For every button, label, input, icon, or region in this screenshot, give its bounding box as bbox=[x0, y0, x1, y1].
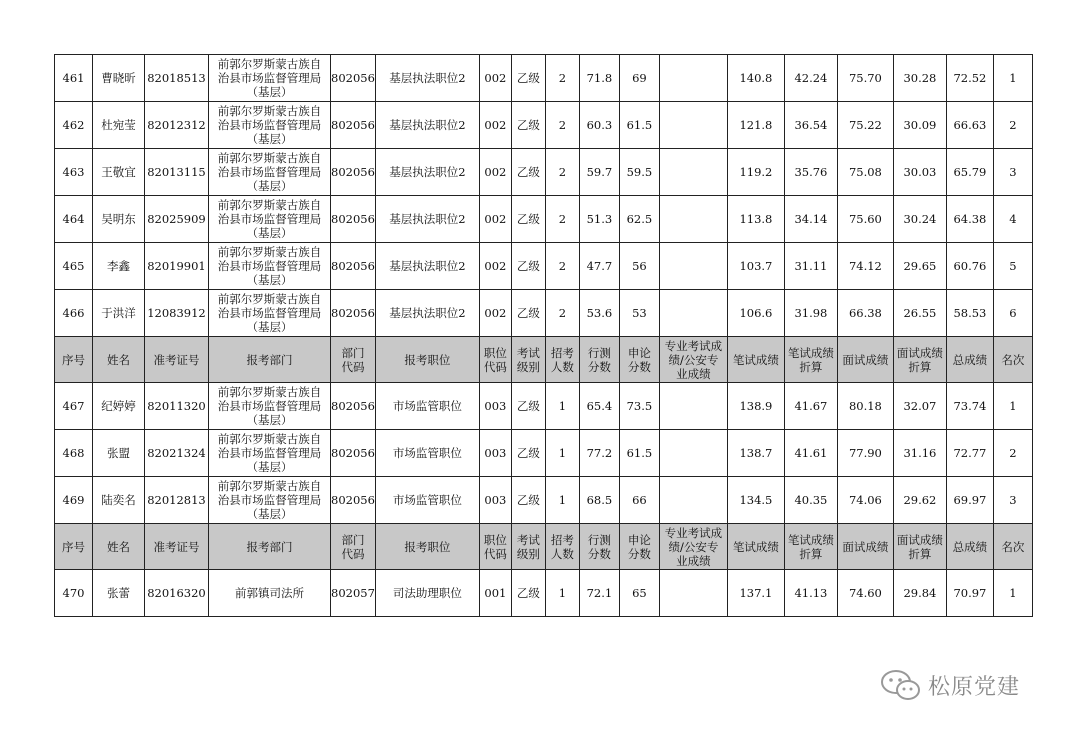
table-cell: 12083912 bbox=[145, 290, 209, 337]
table-cell: 802056 bbox=[331, 55, 376, 102]
table-row bbox=[55, 290, 1033, 337]
header-cell: 报考部门 bbox=[209, 524, 331, 570]
table-cell: 张蕾 bbox=[93, 570, 145, 617]
table-cell: 2 bbox=[545, 55, 579, 102]
table-cell: 基层执法职位2 bbox=[375, 55, 479, 102]
table-cell: 41.67 bbox=[784, 383, 837, 430]
table-cell: 119.2 bbox=[727, 149, 784, 196]
table-cell: 前郭尔罗斯蒙古族自 治县市场监督管理局 （基层） bbox=[209, 149, 331, 196]
table-cell: 3 bbox=[993, 477, 1032, 524]
table-cell: 曹晓昕 bbox=[93, 55, 145, 102]
table-cell: 61.5 bbox=[619, 430, 659, 477]
watermark-text: 松原党建 bbox=[928, 674, 1021, 700]
table-cell: 1 bbox=[993, 570, 1032, 617]
table-cell: 77.2 bbox=[579, 430, 619, 477]
table-cell: 74.12 bbox=[837, 243, 893, 290]
header-cell: 笔试成绩 bbox=[727, 337, 784, 383]
table-cell: 前郭尔罗斯蒙古族自 治县市场监督管理局 （基层） bbox=[209, 102, 331, 149]
table-cell: 106.6 bbox=[727, 290, 784, 337]
table-cell: 59.5 bbox=[619, 149, 659, 196]
table-cell: 802056 bbox=[331, 149, 376, 196]
table-cell: 35.76 bbox=[784, 149, 837, 196]
table-cell: 41.13 bbox=[784, 570, 837, 617]
table-cell: 陆奕名 bbox=[93, 477, 145, 524]
table-cell: 465 bbox=[55, 243, 93, 290]
header-cell: 招考 人数 bbox=[545, 337, 579, 383]
table-cell: 29.84 bbox=[893, 570, 946, 617]
table-cell: 002 bbox=[479, 196, 511, 243]
table-cell bbox=[659, 55, 727, 102]
table-cell: 于洪洋 bbox=[93, 290, 145, 337]
table-cell: 72.77 bbox=[946, 430, 993, 477]
header-cell: 报考职位 bbox=[375, 524, 479, 570]
table-cell: 71.8 bbox=[579, 55, 619, 102]
table-cell: 30.24 bbox=[893, 196, 946, 243]
watermark bbox=[880, 668, 1020, 702]
header-cell: 职位 代码 bbox=[479, 337, 511, 383]
header-cell: 行测 分数 bbox=[579, 337, 619, 383]
table-cell: 463 bbox=[55, 149, 93, 196]
table-cell: 李鑫 bbox=[93, 243, 145, 290]
table-cell: 基层执法职位2 bbox=[375, 102, 479, 149]
table-cell: 002 bbox=[479, 55, 511, 102]
header-cell: 招考 人数 bbox=[545, 524, 579, 570]
table-cell: 113.8 bbox=[727, 196, 784, 243]
table-cell: 60.3 bbox=[579, 102, 619, 149]
table-cell: 58.53 bbox=[946, 290, 993, 337]
table-cell: 62.5 bbox=[619, 196, 659, 243]
header-cell: 名次 bbox=[993, 337, 1032, 383]
table-cell: 前郭尔罗斯蒙古族自 治县市场监督管理局 （基层） bbox=[209, 196, 331, 243]
table-row bbox=[55, 570, 1033, 617]
table-cell: 5 bbox=[993, 243, 1032, 290]
table-cell: 40.35 bbox=[784, 477, 837, 524]
table-cell: 2 bbox=[545, 149, 579, 196]
header-cell: 职位 代码 bbox=[479, 524, 511, 570]
table-cell: 2 bbox=[993, 430, 1032, 477]
table-cell: 464 bbox=[55, 196, 93, 243]
table-cell bbox=[659, 383, 727, 430]
table-cell: 基层执法职位2 bbox=[375, 243, 479, 290]
table-cell: 59.7 bbox=[579, 149, 619, 196]
table-cell: 1 bbox=[545, 383, 579, 430]
table-cell: 65.79 bbox=[946, 149, 993, 196]
table-cell: 乙级 bbox=[511, 102, 545, 149]
table-cell: 1 bbox=[545, 570, 579, 617]
table-cell: 802056 bbox=[331, 430, 376, 477]
table-cell: 002 bbox=[479, 290, 511, 337]
table-cell: 75.22 bbox=[837, 102, 893, 149]
table-cell: 乙级 bbox=[511, 196, 545, 243]
table-cell: 73.74 bbox=[946, 383, 993, 430]
table-cell: 75.08 bbox=[837, 149, 893, 196]
table-cell: 乙级 bbox=[511, 430, 545, 477]
header-cell: 申论 分数 bbox=[619, 337, 659, 383]
table-cell: 462 bbox=[55, 102, 93, 149]
table-cell: 2 bbox=[993, 102, 1032, 149]
header-cell: 面试成绩 折算 bbox=[893, 524, 946, 570]
table-row bbox=[55, 149, 1033, 196]
table-cell: 3 bbox=[993, 149, 1032, 196]
table-cell: 69 bbox=[619, 55, 659, 102]
table-cell: 乙级 bbox=[511, 570, 545, 617]
table-cell: 1 bbox=[993, 55, 1032, 102]
table-cell: 75.70 bbox=[837, 55, 893, 102]
table-cell: 137.1 bbox=[727, 570, 784, 617]
header-cell: 笔试成绩 bbox=[727, 524, 784, 570]
table-cell: 张盟 bbox=[93, 430, 145, 477]
table-cell: 29.65 bbox=[893, 243, 946, 290]
table-cell: 31.98 bbox=[784, 290, 837, 337]
table-cell: 467 bbox=[55, 383, 93, 430]
table-cell bbox=[659, 570, 727, 617]
table-row bbox=[55, 55, 1033, 102]
header-cell: 笔试成绩 折算 bbox=[784, 337, 837, 383]
table-cell: 138.9 bbox=[727, 383, 784, 430]
table-cell: 72.52 bbox=[946, 55, 993, 102]
table-cell: 市场监管职位 bbox=[375, 430, 479, 477]
header-cell: 姓名 bbox=[93, 524, 145, 570]
table-cell: 前郭尔罗斯蒙古族自 治县市场监督管理局 （基层） bbox=[209, 55, 331, 102]
table-cell: 65 bbox=[619, 570, 659, 617]
table-cell: 30.28 bbox=[893, 55, 946, 102]
table-cell: 802057 bbox=[331, 570, 376, 617]
table-cell: 32.07 bbox=[893, 383, 946, 430]
table-cell: 140.8 bbox=[727, 55, 784, 102]
table-cell: 30.03 bbox=[893, 149, 946, 196]
table-cell: 基层执法职位2 bbox=[375, 290, 479, 337]
header-cell: 准考证号 bbox=[145, 524, 209, 570]
table-cell bbox=[659, 430, 727, 477]
table-cell bbox=[659, 196, 727, 243]
table-cell: 60.76 bbox=[946, 243, 993, 290]
table-cell: 4 bbox=[993, 196, 1032, 243]
header-cell: 部门 代码 bbox=[331, 337, 376, 383]
table-cell: 466 bbox=[55, 290, 93, 337]
header-cell: 面试成绩 折算 bbox=[893, 337, 946, 383]
header-cell: 行测 分数 bbox=[579, 524, 619, 570]
header-cell: 面试成绩 bbox=[837, 337, 893, 383]
table-row bbox=[55, 196, 1033, 243]
table-cell: 001 bbox=[479, 570, 511, 617]
table-cell: 470 bbox=[55, 570, 93, 617]
table-row bbox=[55, 477, 1033, 524]
table-cell: 2 bbox=[545, 243, 579, 290]
table-cell: 121.8 bbox=[727, 102, 784, 149]
table-cell: 70.97 bbox=[946, 570, 993, 617]
table-row bbox=[55, 383, 1033, 430]
table-cell: 002 bbox=[479, 243, 511, 290]
table-cell: 469 bbox=[55, 477, 93, 524]
table-cell: 003 bbox=[479, 477, 511, 524]
table-cell: 26.55 bbox=[893, 290, 946, 337]
table-cell bbox=[659, 102, 727, 149]
table-cell: 36.54 bbox=[784, 102, 837, 149]
table-cell: 82019901 bbox=[145, 243, 209, 290]
header-cell: 面试成绩 bbox=[837, 524, 893, 570]
header-row bbox=[55, 337, 1033, 383]
table-cell: 2 bbox=[545, 196, 579, 243]
header-cell: 笔试成绩 折算 bbox=[784, 524, 837, 570]
table-cell: 47.7 bbox=[579, 243, 619, 290]
table-cell: 002 bbox=[479, 149, 511, 196]
table-cell: 468 bbox=[55, 430, 93, 477]
table-cell: 802056 bbox=[331, 290, 376, 337]
table-cell: 74.06 bbox=[837, 477, 893, 524]
table-cell: 61.5 bbox=[619, 102, 659, 149]
header-cell: 申论 分数 bbox=[619, 524, 659, 570]
header-row bbox=[55, 524, 1033, 570]
table-cell: 基层执法职位2 bbox=[375, 196, 479, 243]
table-cell: 802056 bbox=[331, 196, 376, 243]
table-cell: 80.18 bbox=[837, 383, 893, 430]
table-cell: 乙级 bbox=[511, 149, 545, 196]
table-cell: 吴明东 bbox=[93, 196, 145, 243]
header-cell: 专业考试成 绩/公安专 业成绩 bbox=[659, 337, 727, 383]
table-cell: 73.5 bbox=[619, 383, 659, 430]
header-cell: 考试 级别 bbox=[511, 524, 545, 570]
table-cell: 乙级 bbox=[511, 383, 545, 430]
table-cell: 基层执法职位2 bbox=[375, 149, 479, 196]
table-cell: 41.61 bbox=[784, 430, 837, 477]
table-row bbox=[55, 430, 1033, 477]
table-cell: 乙级 bbox=[511, 243, 545, 290]
wechat-icon bbox=[880, 668, 922, 702]
header-cell: 部门 代码 bbox=[331, 524, 376, 570]
table-cell: 前郭尔罗斯蒙古族自 治县市场监督管理局 （基层） bbox=[209, 477, 331, 524]
table-cell: 802056 bbox=[331, 477, 376, 524]
table-cell: 31.11 bbox=[784, 243, 837, 290]
table-cell: 82013115 bbox=[145, 149, 209, 196]
table-cell: 56 bbox=[619, 243, 659, 290]
table-cell: 1 bbox=[545, 477, 579, 524]
header-cell: 专业考试成 绩/公安专 业成绩 bbox=[659, 524, 727, 570]
table-cell: 82025909 bbox=[145, 196, 209, 243]
table-cell: 66.63 bbox=[946, 102, 993, 149]
table-cell: 前郭镇司法所 bbox=[209, 570, 331, 617]
table-cell: 乙级 bbox=[511, 290, 545, 337]
table-cell: 纪婷婷 bbox=[93, 383, 145, 430]
header-cell: 报考部门 bbox=[209, 337, 331, 383]
table-cell: 市场监管职位 bbox=[375, 383, 479, 430]
table-cell: 103.7 bbox=[727, 243, 784, 290]
table-cell bbox=[659, 243, 727, 290]
table-cell: 29.62 bbox=[893, 477, 946, 524]
table-cell: 王敬宜 bbox=[93, 149, 145, 196]
header-cell: 考试 级别 bbox=[511, 337, 545, 383]
table-cell: 65.4 bbox=[579, 383, 619, 430]
header-cell: 名次 bbox=[993, 524, 1032, 570]
table-cell: 前郭尔罗斯蒙古族自 治县市场监督管理局 （基层） bbox=[209, 243, 331, 290]
table-cell: 82011320 bbox=[145, 383, 209, 430]
table-cell: 前郭尔罗斯蒙古族自 治县市场监督管理局 （基层） bbox=[209, 383, 331, 430]
table-cell: 134.5 bbox=[727, 477, 784, 524]
table-cell: 82012813 bbox=[145, 477, 209, 524]
table-cell: 802056 bbox=[331, 383, 376, 430]
table-cell: 64.38 bbox=[946, 196, 993, 243]
table-row bbox=[55, 243, 1033, 290]
table-row bbox=[55, 102, 1033, 149]
header-cell: 总成绩 bbox=[946, 524, 993, 570]
table-cell: 72.1 bbox=[579, 570, 619, 617]
table-cell: 002 bbox=[479, 102, 511, 149]
table-cell: 69.97 bbox=[946, 477, 993, 524]
table-cell: 77.90 bbox=[837, 430, 893, 477]
header-cell: 准考证号 bbox=[145, 337, 209, 383]
table-cell: 461 bbox=[55, 55, 93, 102]
table-cell: 68.5 bbox=[579, 477, 619, 524]
table-cell: 51.3 bbox=[579, 196, 619, 243]
table-cell: 82021324 bbox=[145, 430, 209, 477]
table-cell: 6 bbox=[993, 290, 1032, 337]
table-cell: 802056 bbox=[331, 102, 376, 149]
table-cell: 前郭尔罗斯蒙古族自 治县市场监督管理局 （基层） bbox=[209, 430, 331, 477]
table-cell: 杜宛莹 bbox=[93, 102, 145, 149]
table-cell: 2 bbox=[545, 102, 579, 149]
table-cell: 34.14 bbox=[784, 196, 837, 243]
table-cell: 2 bbox=[545, 290, 579, 337]
table-cell: 42.24 bbox=[784, 55, 837, 102]
table-cell: 31.16 bbox=[893, 430, 946, 477]
table-cell bbox=[659, 477, 727, 524]
table-cell: 82018513 bbox=[145, 55, 209, 102]
table-cell: 82016320 bbox=[145, 570, 209, 617]
table-cell: 1 bbox=[545, 430, 579, 477]
table-cell bbox=[659, 290, 727, 337]
table-cell: 66 bbox=[619, 477, 659, 524]
table-cell: 003 bbox=[479, 383, 511, 430]
table-cell: 82012312 bbox=[145, 102, 209, 149]
table-cell: 30.09 bbox=[893, 102, 946, 149]
header-cell: 总成绩 bbox=[946, 337, 993, 383]
table-cell: 75.60 bbox=[837, 196, 893, 243]
table-cell: 53.6 bbox=[579, 290, 619, 337]
table-cell: 53 bbox=[619, 290, 659, 337]
table-cell: 802056 bbox=[331, 243, 376, 290]
table-cell: 003 bbox=[479, 430, 511, 477]
table-cell: 乙级 bbox=[511, 477, 545, 524]
table-cell: 乙级 bbox=[511, 55, 545, 102]
table-cell: 前郭尔罗斯蒙古族自 治县市场监督管理局 （基层） bbox=[209, 290, 331, 337]
header-cell: 姓名 bbox=[93, 337, 145, 383]
table-cell: 74.60 bbox=[837, 570, 893, 617]
table-cell: 66.38 bbox=[837, 290, 893, 337]
header-cell: 序号 bbox=[55, 524, 93, 570]
table-cell: 市场监管职位 bbox=[375, 477, 479, 524]
header-cell: 报考职位 bbox=[375, 337, 479, 383]
table-cell bbox=[659, 149, 727, 196]
table-cell: 138.7 bbox=[727, 430, 784, 477]
score-table bbox=[54, 54, 1033, 617]
table-cell: 司法助理职位 bbox=[375, 570, 479, 617]
table-cell: 1 bbox=[993, 383, 1032, 430]
header-cell: 序号 bbox=[55, 337, 93, 383]
